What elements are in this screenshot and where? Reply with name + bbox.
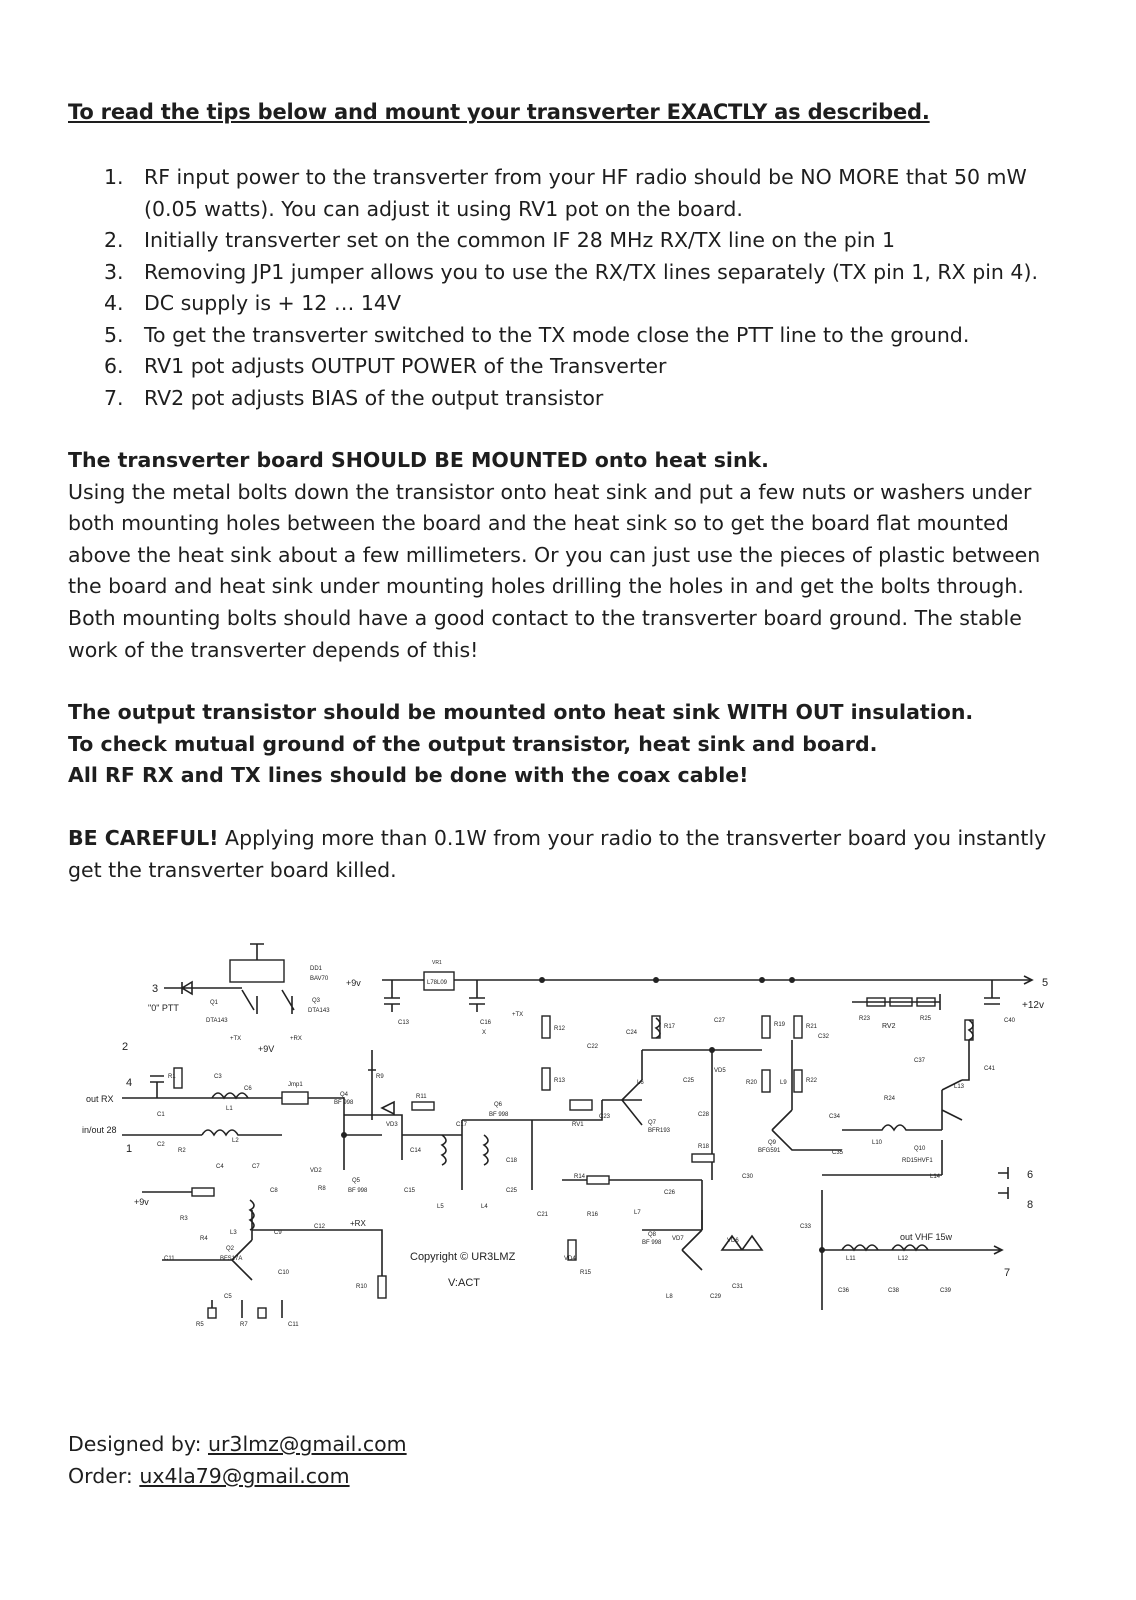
tip-line: To get the transverter switched to the TX mode close the PTT line to the ground. [144,322,970,347]
vd3-diode [382,1102,394,1114]
part-label: RV2 [882,1023,896,1030]
part-label: DD1 [310,966,323,972]
part-label: R16 [587,1212,599,1218]
part-label: Q7 [648,1120,657,1126]
tip-number: 7. [104,385,124,410]
part-label: R17 [664,1024,676,1030]
tip-number: 4. [104,291,124,315]
r3-resistor [192,1188,214,1196]
tip-item [104,225,1104,257]
r10-resistor [378,1276,386,1298]
part-label: C21 [537,1212,549,1218]
junction-dot [653,977,659,983]
dd1-feed [250,944,264,960]
tip-line: Removing JP1 jumper allows you to use the RX/TX lines separately (TX pin 1, RX pin 4). [144,259,1038,284]
tips-list [104,162,1104,414]
junction-dot [341,1132,347,1138]
heatsink-line: Using the metal bolts down the transistor onto heat sink and put a few nuts or washers under [68,479,1032,504]
part-label: R9 [376,1074,384,1080]
junction-dot [819,1247,825,1253]
part-label: L4 [481,1204,488,1210]
tip-line: RV2 pot adjusts BIAS of the output transistor [144,385,604,410]
warning-line [68,823,1078,855]
r18-resistor [692,1154,714,1162]
schematic-name: V:ACT [448,1277,480,1289]
part-label: VD6 [727,1238,739,1244]
tip-line: RF input power to the transverter from your HF radio should be NO MORE that 50 mW [144,165,1027,189]
part-label: L1 [226,1106,233,1112]
heatsink-line: Both mounting bolts should have a good contact to the transverter board ground. The stable [68,605,1022,630]
part-label: C13 [398,1020,410,1026]
tip-item [104,257,1104,289]
part-label: C40 [1004,1018,1016,1024]
pin-label: in/out 28 [82,1125,117,1135]
part-label: R11 [416,1094,427,1100]
tip-item [104,383,1104,415]
q7-transistor [622,1050,642,1125]
junction-dot [709,1047,715,1053]
pin-label: out RX [86,1094,114,1104]
part-label: C28 [698,1112,710,1118]
heatsink-line: above the heat sink about a few millimeters. Or you can just use the pieces of plastic between [68,542,1041,567]
part-label: C6 [244,1086,252,1092]
schematic-copyright: Copyright © UR3LMZ [410,1251,516,1263]
part-label: C1 [157,1112,165,1118]
q1-q3-switch [242,990,294,1014]
note-line: All RF RX and TX lines should be done with the coax cable! [68,763,749,788]
lo-oscillator [142,1192,252,1280]
tip-line: DC supply is + 12 … 14V [144,291,401,315]
part-label: R1 [168,1074,176,1080]
ptt-line [164,982,242,994]
part-label: L13 [954,1084,965,1090]
pin-label: 5 [1042,977,1049,989]
part-label: R10 [356,1284,368,1290]
part-label: BF 998 [334,1100,354,1106]
tip-number: 6. [104,354,124,378]
order-label: Order: [68,1464,140,1488]
note-line: To check mutual ground of the output transistor, heat sink and board. [68,731,878,756]
part-label: C29 [710,1294,722,1300]
tip-item [104,162,1104,225]
part-label: BFR193 [648,1128,671,1134]
part-label: R8 [318,1186,326,1192]
part-label: +TX [512,1012,524,1018]
part-label: C26 [664,1190,676,1196]
part-label: +RX [350,1219,366,1228]
ground-stubs [212,1300,282,1318]
junction-dot [759,977,765,983]
part-label: L6 [637,1080,644,1086]
part-label: Q2 [226,1246,235,1252]
part-label: C8 [270,1188,278,1194]
part-label: C15 [404,1188,416,1194]
warning-label: BE CAREFUL! [68,826,219,850]
part-label: VD4 [564,1256,576,1262]
tip-number: 5. [104,322,124,347]
heatsink-line: the board and heat sink under mounting holes drilling the holes in and get the bolts through. [68,574,1024,599]
r12-resistor [542,1016,550,1038]
part-label: RD15HVF1 [902,1158,933,1164]
transverter-schematic [82,930,1062,1328]
part-label: RV1 [572,1122,584,1128]
heatsink-line: both mounting holes between the board and the heat sink so to get the board flat mounted [68,511,1009,536]
rv1-pot [570,1100,592,1110]
part-label: C25 [683,1078,695,1084]
part-label: R21 [806,1024,818,1030]
part-label: BAV70 [310,976,329,982]
part-label: L10 [872,1140,883,1146]
r19-resistor [762,1016,770,1038]
part-label: R18 [698,1144,710,1150]
dd1-diodes [230,960,284,982]
r21-resistor [794,1016,802,1038]
part-label: C16 [480,1020,492,1026]
part-label: +TX [230,1036,242,1042]
l5-inductor [442,1135,446,1165]
part-label: C30 [742,1174,754,1180]
junction-dot [539,977,545,983]
part-label: +9v [346,978,361,988]
part-label: C31 [732,1284,744,1290]
part-label: L78L09 [427,980,448,986]
part-label: C17 [456,1122,468,1128]
c1-cap [150,1076,164,1098]
part-label: C35 [832,1150,844,1156]
r14-resistor [587,1176,609,1184]
part-label: BF 998 [489,1112,509,1118]
r11-resistor [412,1102,434,1110]
pin-label: 7 [1004,1267,1011,1279]
part-label: R19 [774,1022,786,1028]
designer-email-link[interactable]: ur3lmz@gmail.com [208,1432,407,1456]
tip-number: 1. [104,165,124,189]
junction-dot [789,977,795,983]
designed-line [68,1428,407,1460]
part-label: R23 [859,1016,871,1022]
r20-resistor [762,1070,770,1092]
part-label: R20 [746,1080,758,1086]
c40-capacitor [984,980,1000,1004]
part-label: C37 [914,1058,926,1064]
part-label: C27 [714,1018,726,1024]
part-label: C2 [157,1142,165,1148]
part-label: L12 [898,1256,909,1262]
part-label: C4 [216,1164,224,1170]
warning-section [68,823,1078,886]
r22-resistor [794,1070,802,1092]
part-label: BFS17A [220,1256,243,1262]
part-label: C11 [164,1256,175,1262]
l4-inductor [484,1135,488,1165]
part-label: Q10 [914,1146,926,1152]
part-label: C39 [940,1288,952,1294]
part-label: L2 [232,1138,239,1144]
q9-transistor [772,1040,842,1150]
pin-label: 8 [1027,1199,1034,1211]
part-label: R7 [240,1322,248,1328]
if-input-lines [122,1098,302,1135]
part-label: C32 [818,1034,830,1040]
part-label: Q3 [312,998,321,1004]
tip-item [104,320,1104,352]
part-label: L11 [846,1256,856,1262]
tip-line: (0.05 watts). You can adjust it using RV1 pot on the board. [144,196,743,221]
r5-resistor [208,1308,216,1318]
part-label: C38 [888,1288,900,1294]
pin-label: 2 [122,1041,129,1053]
part-label: R22 [806,1078,818,1084]
part-label: C11 [288,1322,299,1328]
part-label: C34 [829,1114,841,1120]
part-label: C12 [314,1224,326,1230]
part-label: R5 [196,1322,204,1328]
part-label: C3 [214,1074,222,1080]
tip-item [104,351,1104,383]
part-label: C33 [800,1224,812,1230]
r9-feed [368,1050,376,1120]
pin-label: +12v [1022,1000,1044,1011]
part-label: L7 [634,1210,641,1216]
part-label: R25 [920,1016,932,1022]
part-label: Jmp1 [288,1082,303,1088]
part-label: R12 [554,1026,566,1032]
part-label: R15 [580,1270,592,1276]
part-label: C5 [224,1294,232,1300]
part-label: L5 [437,1204,444,1210]
designed-label: Designed by: [68,1432,208,1456]
part-label: BFG591 [758,1148,781,1154]
heatsink-title: The transverter board SHOULD BE MOUNTED onto heat sink. [68,448,769,472]
part-label: VD5 [714,1068,726,1074]
tip-line: Initially transverter set on the common IF 28 MHz RX/TX line on the pin 1 [144,228,895,252]
order-email-link[interactable]: ux4la79@gmail.com [139,1464,350,1488]
part-label: L9 [780,1080,787,1086]
footer [68,1428,407,1492]
pin6-pin8-marks [998,1167,1008,1199]
part-label: +RX [290,1036,302,1042]
part-label: VD2 [310,1168,322,1174]
part-label: C7 [252,1164,260,1170]
part-label: Q6 [494,1102,503,1108]
part-label: C22 [587,1044,599,1050]
part-label: Q5 [352,1178,361,1184]
heatsink-section [68,445,1078,666]
part-label: R3 [180,1216,188,1222]
part-label: BF 998 [642,1240,662,1246]
q8-transistor [682,1210,702,1270]
rx-mixer-path [562,1180,702,1230]
part-label: C25 [506,1188,518,1194]
tip-item [104,288,1104,320]
part-label: R2 [178,1148,186,1154]
part-label: L3 [230,1230,237,1236]
part-label: L14 [930,1174,941,1180]
c13-capacitor [384,980,400,1012]
pin-label: 3 [152,983,159,995]
c16-capacitor [469,980,485,1012]
page-heading: To read the tips below and mount your transverter EXACTLY as described. [68,100,930,124]
part-label: R13 [554,1078,566,1084]
part-label: C14 [410,1148,422,1154]
part-label: +9V [258,1044,275,1054]
order-line [68,1460,407,1492]
part-label: DTA143 [308,1008,330,1014]
lo-output-line [252,1230,382,1290]
part-label: VD3 [386,1122,398,1128]
pin-label: "0" PTT [148,1003,179,1013]
part-label: R4 [200,1236,208,1242]
jmp1-jumper [282,1092,308,1104]
warning-text: Applying more than 0.1W from your radio to the transverter board you instantly [218,826,1047,850]
r13-resistor [542,1068,550,1090]
bandpass-filter [462,1120,532,1190]
part-label: C10 [278,1270,290,1276]
part-label: Q9 [768,1140,777,1146]
mounting-notes [68,697,1078,792]
part-label: R24 [884,1096,896,1102]
part-label: C24 [626,1030,638,1036]
part-label: VR1 [432,960,442,966]
tip-line: RV1 pot adjusts OUTPUT POWER of the Transverter [144,354,667,378]
warning-line: get the transverter board killed. [68,857,397,882]
part-label: Q1 [210,1000,219,1006]
l2-inductor [202,1130,282,1135]
pin-label: 6 [1027,1169,1034,1181]
pin-label: 1 [126,1143,133,1155]
part-label: L8 [666,1294,673,1300]
part-label: Q4 [340,1092,349,1098]
l10-path [842,1125,942,1130]
heatsink-line: work of the transverter depends of this! [68,637,479,662]
part-label: Q8 [648,1232,657,1238]
tip-number: 2. [104,228,124,252]
part-label: DTA143 [206,1018,228,1024]
part-label: C36 [838,1288,850,1294]
pin-label: +9v [134,1197,149,1207]
pin-label: 4 [126,1077,133,1089]
part-label: C18 [506,1158,518,1164]
part-label: BF 998 [348,1188,368,1194]
r7-resistor [258,1308,266,1318]
bias-line [852,994,940,1010]
note-line: The output transistor should be mounted onto heat sink WITH OUT insulation. [68,700,974,724]
tip-number: 3. [104,259,124,284]
part-label: X [482,1030,487,1036]
part-label: C41 [984,1066,996,1072]
part-label: C23 [599,1114,611,1120]
part-label: C9 [274,1230,282,1236]
part-label: R14 [574,1174,586,1180]
part-label: VD7 [672,1236,684,1242]
part-label: out VHF 15w [900,1232,953,1242]
